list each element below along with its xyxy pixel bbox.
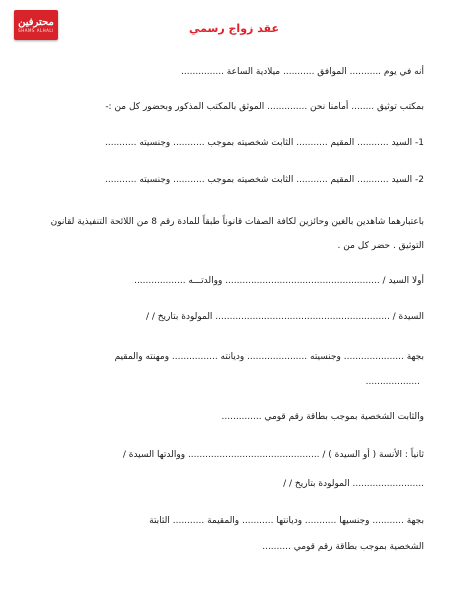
line-bride-name: ثانياً : الأنسة ( أو السيدة ) / .............................................. ووالدتها السيدة / xyxy=(122,450,424,460)
line-notary-office: بمكتب توثيق ........ أمامنا نحن .............. الموثق بالمكتب المذكور وبحضور كل من :- xyxy=(105,102,424,112)
line-bride-birthdate: ......................... المولودة بتاريخ / / xyxy=(283,479,424,489)
logo-subtitle: SHAMS ALHALI xyxy=(18,27,54,33)
line-bride-details: بجهة ........... وجنسيها ........... وديانتها ........... والمقيمة ........... الثابتة xyxy=(149,516,424,526)
line-groom-id: والثابت الشخصية بموجب بطاقة رقم قومي .............. xyxy=(221,412,424,422)
line-witness-legal-clause: باعتبارهما شاهدين بالغين وحائزين لكافة الصفات قانوناً طبقاً للمادة رقم 8 من اللائحة التنفيذية لقانون التوثيق . حضر كل من . xyxy=(50,217,424,251)
line-groom-address: ................... xyxy=(365,377,420,387)
line-bride-id: الشخصية بموجب بطاقة رقم قومي .......... xyxy=(262,542,424,552)
line-groom-name: أولا السيد / ...................................................... ووالدتـــه .................. xyxy=(134,276,424,286)
line-groom-details: بجهة ..................... وجنسيته ..................... وديانته ................ ومهنته والمقيم xyxy=(114,352,424,362)
line-date-time: أنه في يوم ........... الموافق ........... ميلادية الساعة ............... xyxy=(181,67,424,77)
line-witness-1: 1- السيد ........... المقيم ........... الثابت شخصيته بموجب ........... وجنسيته ........... xyxy=(104,138,424,148)
line-witness-2: 2- السيد ........... المقيم ........... الثابت شخصيته بموجب ........... وجنسيته ........... xyxy=(104,175,424,185)
document-title: عقد زواج رسمي xyxy=(189,22,279,35)
logo-title: محترفين xyxy=(18,16,54,28)
line-groom-mother: السيدة / ............................................................. المولودة بتاريخ / / xyxy=(145,312,424,322)
